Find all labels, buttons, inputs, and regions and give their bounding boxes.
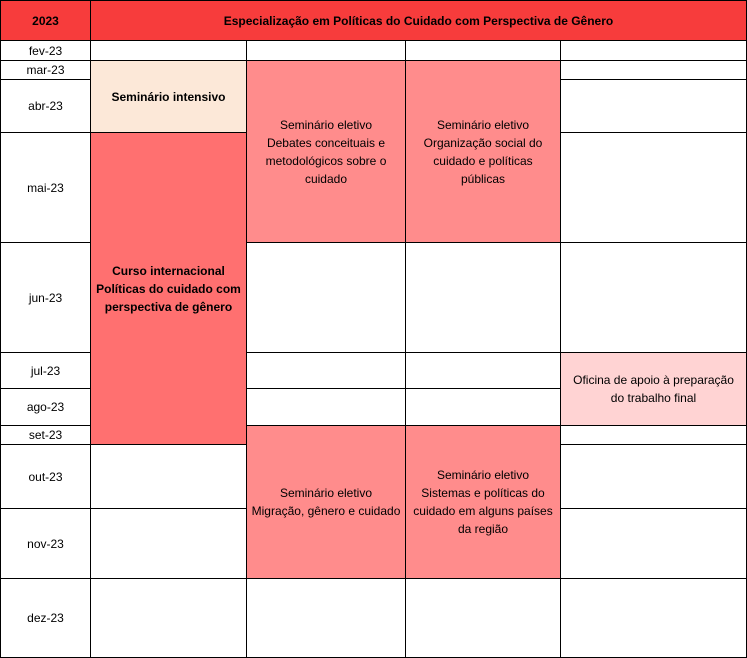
empty-cell — [405, 40, 561, 61]
header-title: Especialização em Políticas do Cuidado com Perspectiva de Gênero — [223, 13, 614, 28]
empty-cell — [560, 79, 747, 133]
month-label: out-23 — [28, 469, 63, 484]
empty-cell — [90, 508, 247, 579]
month-label: nov-23 — [27, 536, 64, 551]
empty-cell — [246, 242, 406, 353]
month-cell — [0, 388, 91, 426]
empty-cell — [246, 388, 406, 426]
seminario-intensivo-label: Seminário intensivo — [111, 89, 226, 104]
month-label: jun-23 — [28, 290, 63, 305]
month-cell — [0, 578, 91, 658]
empty-cell — [246, 578, 406, 658]
month-cell — [0, 425, 91, 445]
empty-cell — [90, 40, 247, 61]
eletivo-line: públicas — [460, 171, 505, 186]
eletivo-line: cuidado — [304, 171, 348, 186]
eletivo-line: Debates conceituais e — [266, 135, 386, 150]
empty-cell — [560, 242, 747, 353]
oficina-line: do trabalho final — [610, 391, 697, 405]
eletivo-line: Migração, gênero e cuidado — [251, 504, 401, 518]
eletivo-line: cuidado e políticas — [433, 153, 533, 168]
empty-cell — [560, 508, 747, 579]
eletivo-sistemas-block — [405, 425, 561, 579]
eletivo-organizacao-block — [405, 60, 561, 243]
empty-cell — [560, 60, 747, 80]
eletivo-migracao-block — [246, 425, 406, 579]
curso-line: Curso internacional — [112, 263, 225, 278]
curso-line: perspectiva de gênero — [104, 299, 233, 314]
month-cell — [0, 132, 91, 243]
eletivo-line: Seminário eletivo — [436, 468, 530, 482]
empty-cell — [560, 132, 747, 243]
empty-cell — [560, 425, 747, 445]
eletivo-line: metodológicos sobre o — [265, 153, 387, 168]
header-year-cell — [0, 0, 91, 41]
empty-cell — [405, 352, 561, 389]
eletivo-line: Seminário eletivo — [279, 486, 373, 500]
empty-cell — [90, 578, 247, 658]
empty-cell — [560, 444, 747, 509]
month-label: mar-23 — [26, 63, 65, 77]
oficina-line: Oficina de apoio à preparação — [573, 373, 734, 387]
month-cell — [0, 40, 91, 61]
month-cell — [0, 60, 91, 80]
empty-cell — [560, 40, 747, 61]
empty-cell — [405, 388, 561, 426]
eletivo-line: da região — [457, 522, 509, 536]
curso-line: Políticas do cuidado com — [96, 281, 241, 296]
eletivo-debates-block — [246, 60, 406, 243]
month-label: mai-23 — [27, 180, 64, 195]
eletivo-line: cuidado em alguns países — [413, 504, 553, 518]
month-label: fev-23 — [28, 43, 63, 58]
eletivo-line: Organização social do — [423, 135, 543, 150]
eletivo-line: Sistemas e políticas do — [421, 486, 545, 500]
month-cell — [0, 444, 91, 509]
month-cell — [0, 508, 91, 579]
month-cell — [0, 242, 91, 353]
month-label: dez-23 — [27, 611, 64, 625]
empty-cell — [405, 578, 561, 658]
month-label: ago-23 — [26, 400, 65, 414]
empty-cell — [90, 444, 247, 509]
empty-cell — [560, 578, 747, 658]
empty-cell — [405, 242, 561, 353]
month-cell — [0, 352, 91, 389]
header-title-cell — [90, 0, 747, 41]
month-cell — [0, 79, 91, 133]
empty-cell — [246, 40, 406, 61]
month-label: set-23 — [28, 428, 63, 442]
curso-internacional-block — [90, 132, 247, 445]
month-label: jul-23 — [30, 363, 61, 378]
header-year: 2023 — [32, 13, 59, 28]
empty-cell — [246, 352, 406, 389]
month-label: abr-23 — [28, 99, 63, 113]
oficina-block — [560, 352, 747, 426]
eletivo-line: Seminário eletivo — [279, 117, 373, 132]
seminario-intensivo-block — [90, 60, 247, 133]
eletivo-line: Seminário eletivo — [436, 117, 530, 132]
